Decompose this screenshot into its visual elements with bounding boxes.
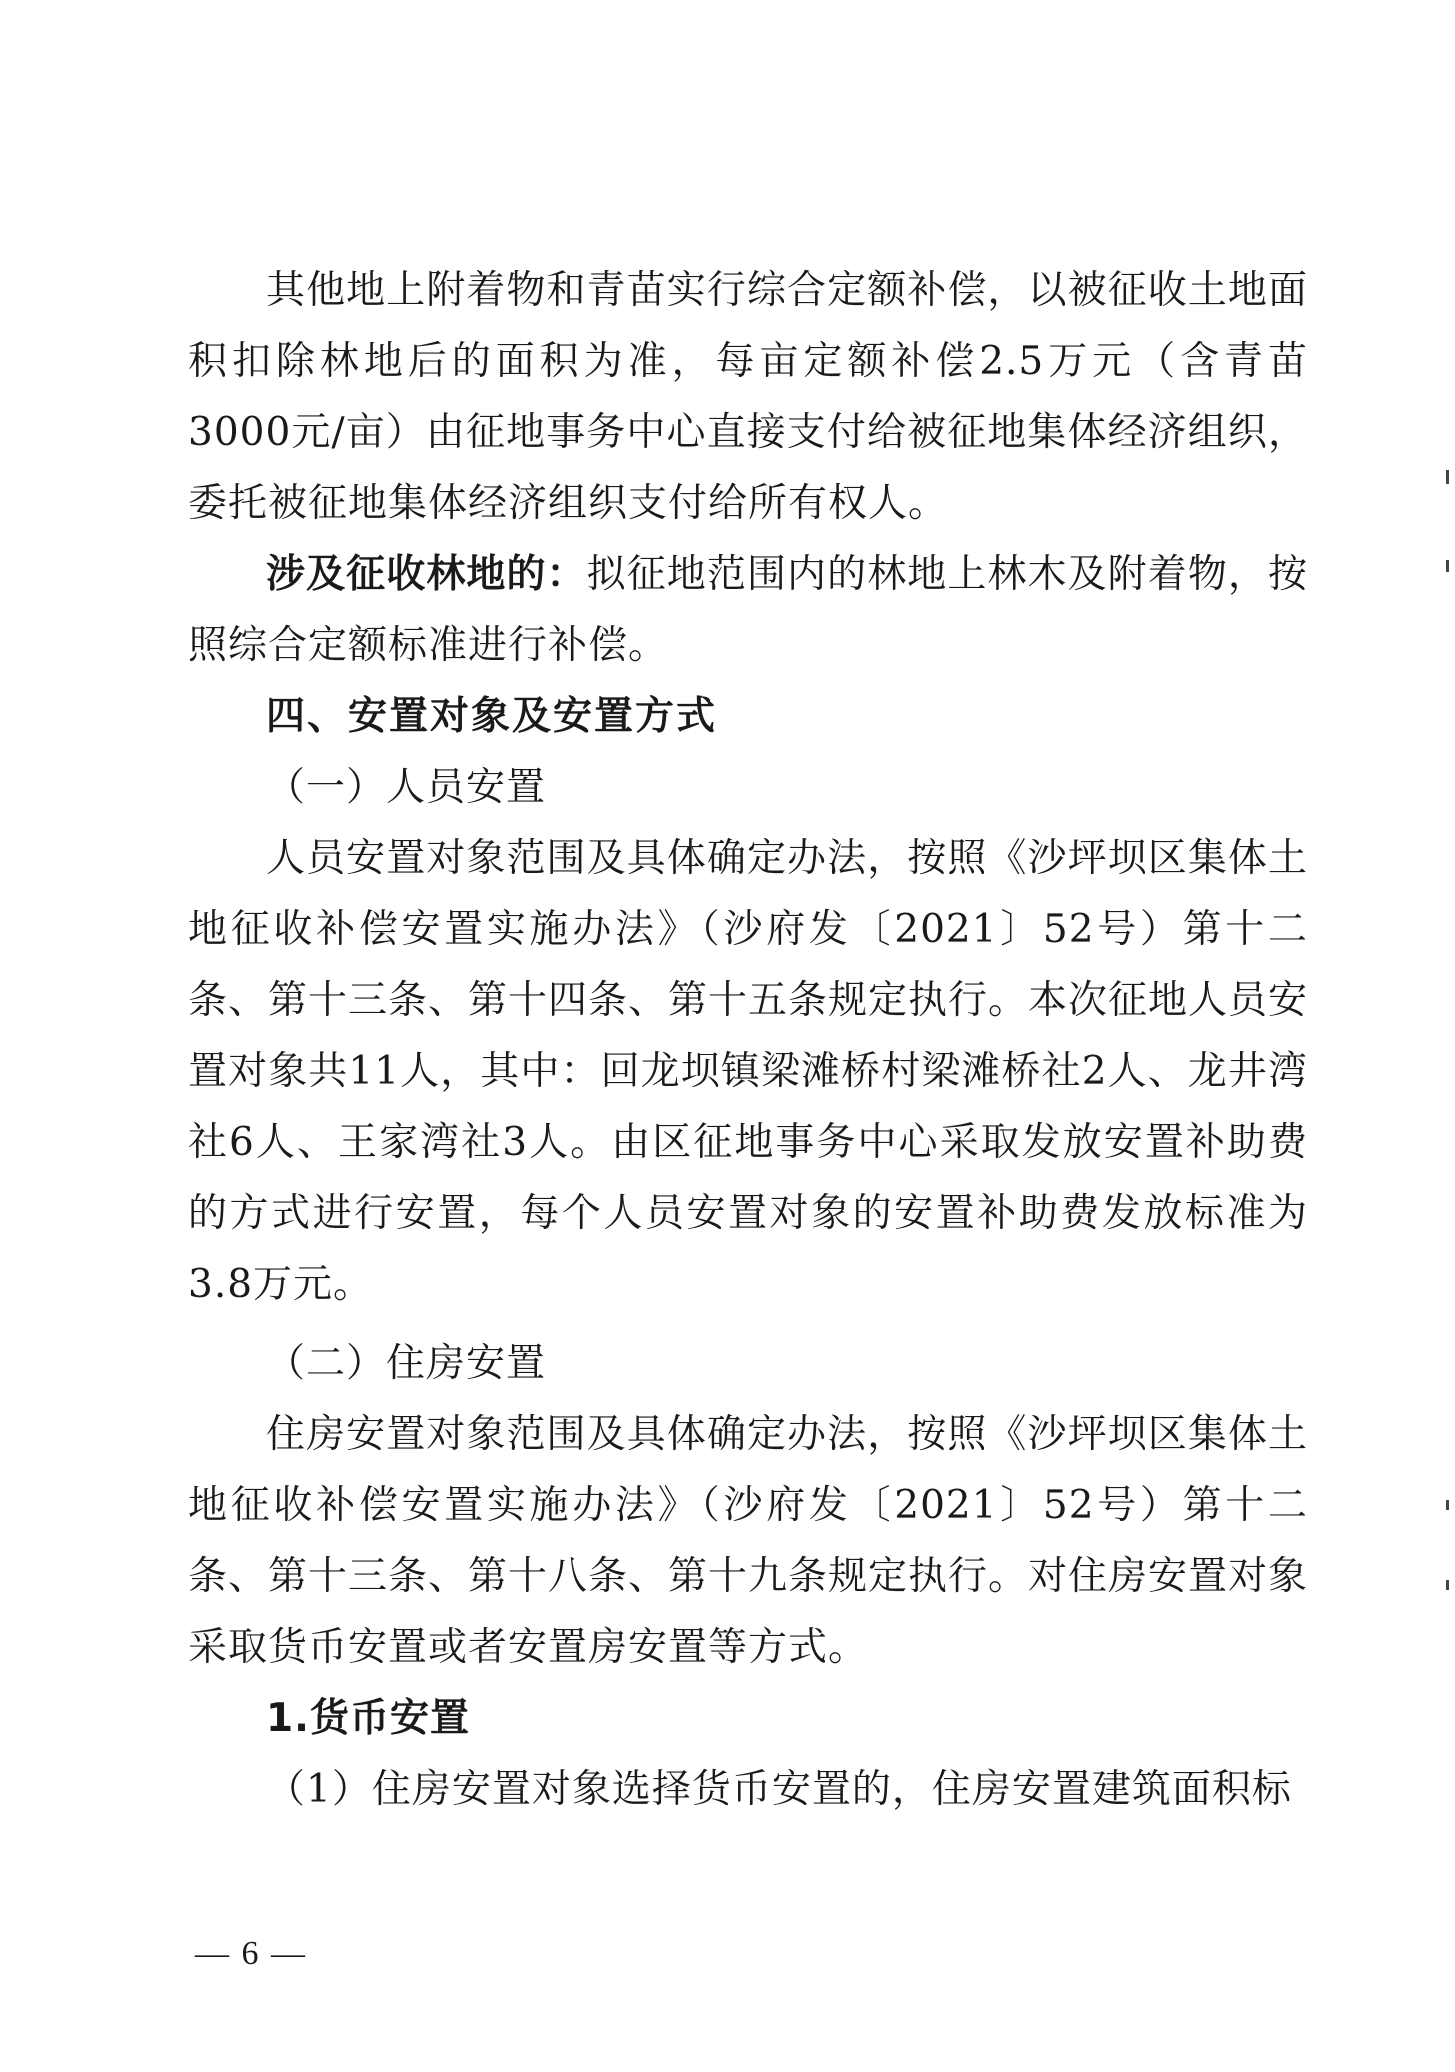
- forest-land-lead: 涉及征收林地的：: [266, 551, 587, 597]
- paragraph-attachments-compensation: 其他地上附着物和青苗实行综合定额补偿，以被征收土地面积扣除林地后的面积为准，每亩定额补偿2.5万元（含青苗3000元/亩）由征地事务中心直接支付给被征地集体经济组织，委托被征地集体经济组织支付给所有权人。: [188, 268, 1308, 526]
- scan-edge-mark: [1446, 560, 1449, 572]
- page-number: — 6 —: [195, 1935, 307, 1972]
- scan-edge-mark: [1446, 1500, 1449, 1510]
- paragraph-forest-land: [188, 539, 1308, 681]
- paragraph-monetary-1: （1）住房安置对象选择货币安置的，住房安置建筑面积标: [266, 1767, 1292, 1812]
- forest-land-text: 拟征地范围内的林地上林木及附着物，按照综合定额标准进行补偿。: [188, 552, 1308, 668]
- paragraph-personnel-resettlement: 人员安置对象范围及具体确定办法，按照《沙坪坝区集体土地征收补偿安置实施办法》（沙府发〔2021〕52号）第十二条、第十三条、第十四条、第十五条规定执行。本次征地人员安置对象共11人，其中：回龙坝镇梁滩桥村梁滩桥社2人、龙井湾社6人、王家湾社3人。由区征地事务中心采取发放安置补助费的方式进行安置，每个人员安置对象的安置补助费发放标准为3.8万元。: [188, 836, 1309, 1307]
- paragraph-housing-resettlement: 住房安置对象范围及具体确定办法，按照《沙坪坝区集体土地征收补偿安置实施办法》（沙府发〔2021〕52号）第十二条、第十三条、第十八条、第十九条规定执行。对住房安置对象采取货币安置或者安置房安置等方式。: [188, 1412, 1309, 1670]
- section-heading-resettlement: 四、安置对象及安置方式: [266, 694, 718, 739]
- subheading-personnel-resettlement: （一）人员安置: [266, 765, 547, 810]
- scan-edge-mark: [1446, 1580, 1449, 1590]
- item-heading-monetary: 1.货币安置: [266, 1696, 470, 1741]
- scan-edge-mark: [1446, 470, 1449, 484]
- subheading-housing-resettlement: （二）住房安置: [266, 1341, 547, 1386]
- document-body: [188, 255, 1308, 1825]
